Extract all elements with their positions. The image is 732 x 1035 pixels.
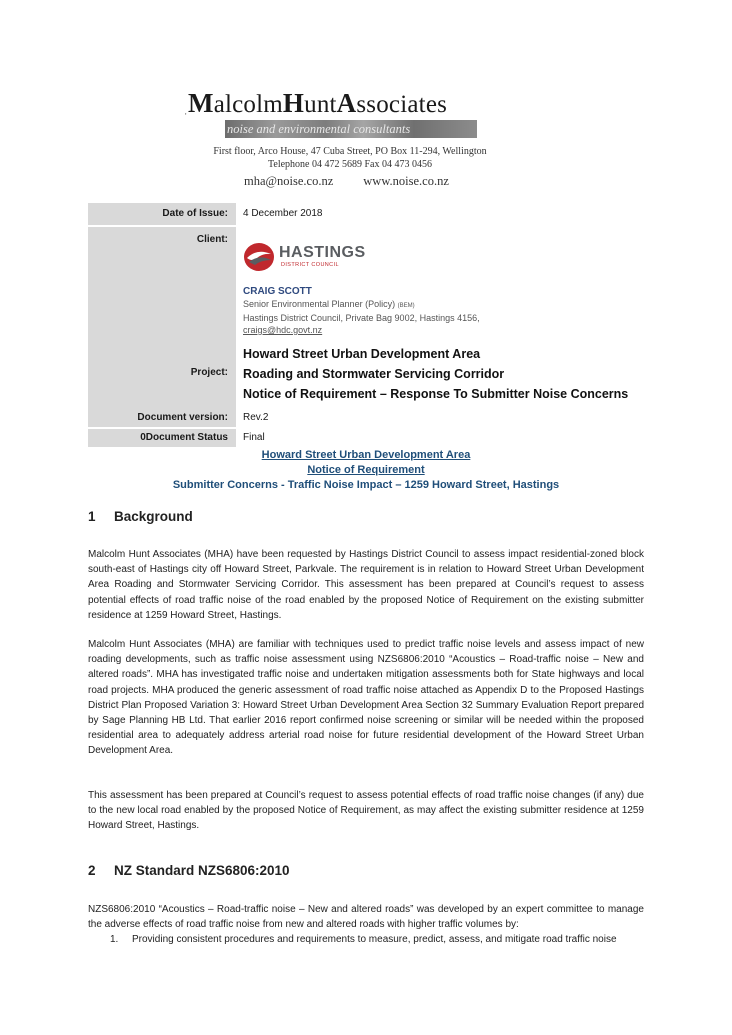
project-line-3: Notice of Requirement – Response To Submitter Noise Concerns [243, 387, 629, 401]
project-line-1: Howard Street Urban Development Area [243, 347, 481, 361]
section-2-number: 2 [88, 863, 96, 878]
client-logo-name: HASTINGS [279, 244, 366, 261]
section-1-paragraph-2: Malcolm Hunt Associates (MHA) are familiar with techniques used to predict traffic noise levels and assess impact of new roading developments, such as traffic noise assessment using NZS6806:2010 “Acoustics – Road-traffic noise – New and altered roads”. MHA has investigated traffic noise and undertaken mitigation assessments both for State highways and local road projects. MHA produced the generic assessment of road traffic noise attached as Appendix D to the Proposed Hastings District Plan Proposed Variation 3: Howard Street Urban Development Area Section 32 Summary Evaluation Report prepared by Sage Planning HB Ltd. That earlier 2016 report confirmed noise screening or similar will be needed within the proposed residential area to adequately address arterial road noise for future residential development of the Howard Street Urban Development Area. [88, 639, 644, 757]
client-contact [243, 286, 480, 336]
tagline-banner: noise and environmental consultants [225, 120, 477, 138]
section-1-heading [88, 509, 193, 524]
status-label: 0Document Status [88, 429, 236, 447]
contact-title: Senior Environmental Planner (Policy) [243, 299, 396, 309]
contact-title-suffix: (BEM) [397, 303, 415, 309]
section-2-paragraph-1: NZS6806:2010 “Acoustics – Road-traffic noise – New and altered roads” was developed by an expert committee to manage the adverse effects of road traffic noise from new and altered roads with higher traffic volumes by: [88, 904, 644, 931]
contact-title-line [243, 298, 480, 312]
company-name: MalcolmHuntAssociates [188, 88, 448, 118]
company-contact [244, 174, 479, 189]
date-label: Date of Issue: [88, 203, 236, 225]
company-website[interactable]: www.noise.co.nz [363, 174, 449, 188]
doc-title-line-1: Howard Street Urban Development Area [261, 449, 471, 461]
version-value: Rev.2 [243, 412, 269, 423]
section-1-paragraph-1: Malcolm Hunt Associates (MHA) have been requested by Hastings District Council to assess impact residential-zoned block south-east of Hastings city off Howard Street, Parkvale. The requirement is in relation to Howard Street Urban Development Area Roading and Stormwater Servicing Corridor. This assessment has been prepared at Council’s request to assess potential effects of road traffic noise of the road enabled by the proposed Notice of Requirement on the existing submitter residence at 1259 Howard Street, Hastings. [88, 549, 644, 621]
client-logo-subtitle: DISTRICT COUNCIL [281, 262, 339, 268]
section-1-number: 1 [88, 509, 96, 524]
list-item-number: 1. [110, 934, 119, 945]
status-value: Final [243, 432, 265, 443]
doc-title-line-2: Notice of Requirement [307, 464, 425, 476]
section-1-paragraph-3: This assessment has been prepared at Council’s request to assess potential effects of road traffic noise changes (if any) due to the new local road enabled by the proposed Notice of Requirement, as may affect the existing submitter residence at 1259 Howard Street, Hastings. [88, 790, 644, 832]
contact-email[interactable]: craigs@hdc.govt.nz [243, 325, 323, 335]
version-label: Document version: [88, 408, 236, 427]
section-1-title: Background [114, 509, 193, 524]
decorative-tick: ' [185, 112, 187, 121]
client-label: Client: [88, 227, 236, 408]
company-phone: Telephone 04 472 5689 Fax 04 473 0456 [267, 159, 432, 170]
section-2-heading [88, 863, 290, 878]
company-address: First floor, Arco House, 47 Cuba Street, PO Box 11-294, Wellington [213, 146, 487, 157]
list-item-text: Providing consistent procedures and requirements to measure, predict, assess, and mitigate road traffic noise [132, 934, 617, 945]
section-2-title: NZ Standard NZS6806:2010 [114, 863, 290, 878]
doc-title-line-3: Submitter Concerns - Traffic Noise Impact – 1259 Howard Street, Hastings [172, 479, 560, 491]
project-line-2: Roading and Stormwater Servicing Corridor [243, 367, 505, 381]
project-label: Project: [88, 340, 236, 406]
contact-address: Hastings District Council, Private Bag 9002, Hastings 4156, [243, 313, 480, 323]
company-email[interactable]: mha@noise.co.nz [244, 174, 334, 188]
contact-name: CRAIG SCOTT [243, 286, 312, 297]
date-value: 4 December 2018 [243, 208, 323, 219]
